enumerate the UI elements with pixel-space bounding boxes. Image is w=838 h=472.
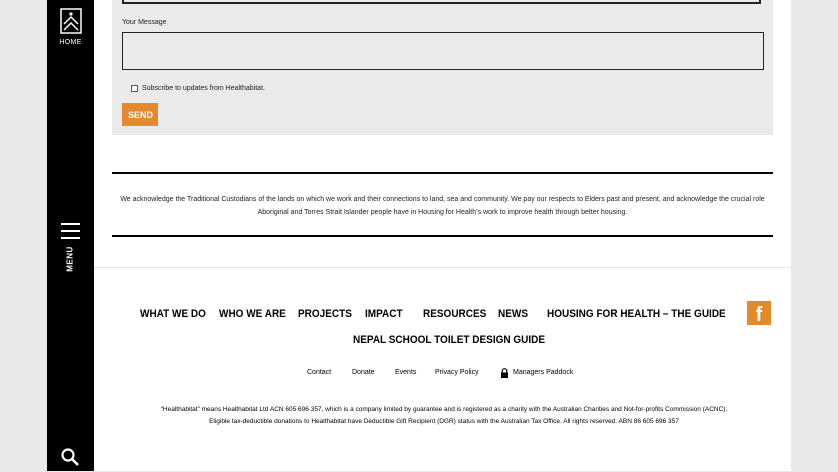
message-textarea[interactable] [122,32,764,70]
subscribe-row[interactable] [131,85,265,92]
side-nav [47,0,94,471]
footer-link-contact[interactable]: Contact [307,369,332,376]
home-logo-icon [60,8,82,34]
lock-icon [500,368,509,378]
legal-text: “Healthabitat” means Healthabitat Ltd ACN 605 696 357, which is a company limited by guarantee and is registered as a charity with the Australian Charities and Not-for-profits Commission (ACNC). Eligible tax-deductible donations to Healthabitat have Deductible Gift Recipient (DGR) status with the Australian Tax Office. All rights reserved. ABN 86 605 696 357 [160,406,728,425]
main-content [94,0,791,471]
send-button[interactable]: SEND [122,103,158,126]
home-link[interactable] [47,8,94,46]
divider-top [112,172,773,174]
footer-nav-resources[interactable]: RESOURCES [423,308,487,321]
contact-form [112,0,773,135]
footer-link-privacy-policy[interactable]: Privacy Policy [435,369,479,376]
facebook-icon[interactable]: f [747,301,771,325]
divider-bottom [112,235,773,237]
footer-nav-housing-guide[interactable]: HOUSING FOR HEALTH – THE GUIDE [547,308,726,321]
footer-nav-who-we-are[interactable]: WHO WE ARE [219,308,286,321]
footer-link-donate[interactable]: Donate [352,369,375,376]
acknowledgement-text: We acknowledge the Traditional Custodians of the lands on which we work and their connections to land, sea and community. We pay our respects to Elders past and present, and acknowledge the crucial role Aboriginal and Torres Strait Islander people have in Housing for Health’s work to improve health through better housing. [120,196,765,216]
home-label: HOME [59,39,82,46]
footer-nav-what-we-do[interactable]: WHAT WE DO [140,308,206,321]
subscribe-label: Subscribe to updates from Healthabitat. [142,85,265,92]
footer-nav-news[interactable]: NEWS [498,308,528,321]
search-icon[interactable] [61,448,79,466]
subscribe-checkbox[interactable] [131,85,138,92]
footer-nav-projects[interactable]: PROJECTS [298,308,352,321]
footer-link-managers-paddock[interactable]: Managers Paddock [513,369,574,376]
message-label: Your Message [122,19,167,26]
hamburger-icon[interactable] [61,222,80,240]
menu-label[interactable]: MENU [65,246,75,272]
footer-link-events[interactable]: Events [395,369,417,376]
previous-input-field[interactable] [122,0,761,4]
footer-nav-impact[interactable]: IMPACT [365,308,403,321]
footer-nav-nepal-guide[interactable]: NEPAL SCHOOL TOILET DESIGN GUIDE [353,334,546,347]
site-footer [94,267,791,472]
